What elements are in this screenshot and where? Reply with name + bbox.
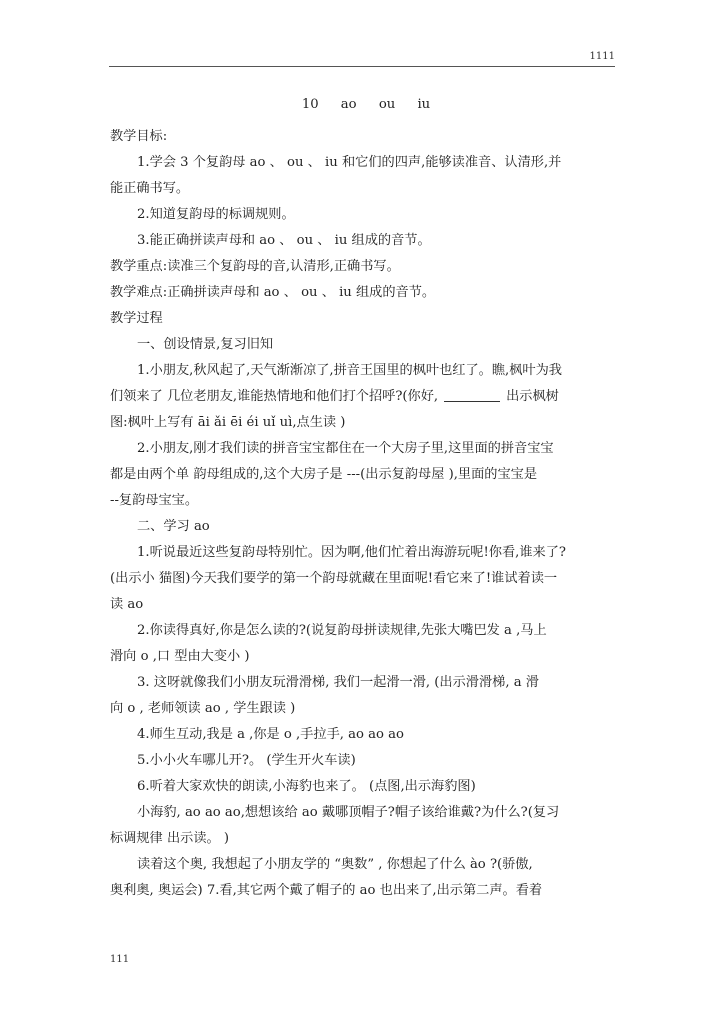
key-points: 教学重点:读准三个复韵母的音,认清形,正确书写。: [110, 259, 400, 274]
title-pinyin-ou: ou: [378, 97, 396, 112]
paragraph-2-8-cont: 奥利奥, 奥运会) 7.看,其它两个戴了帽子的 ao 也出来了,出示第二声。看着: [110, 883, 543, 898]
paragraph-1-1-end: 图:枫叶上写有 āi ǎi ēi éi uǐ uì,点生读 ): [110, 415, 346, 430]
paragraph-1-1-tail: 出示枫树: [506, 389, 559, 404]
paragraph-2-2-cont: 滑向 o ,口 型由大变小 ): [110, 649, 250, 664]
paragraph-2-6: 6.听着大家欢快的朗读,小海豹也来了。 (点图,出示海豹图): [137, 779, 476, 794]
paragraph-2-1-cont: (出示小 猫图)今天我们要学的第一个韵母就藏在里面呢!看它来了!谁试着读一: [110, 571, 558, 586]
process-heading: 教学过程: [110, 311, 163, 326]
paragraph-2-1-end: 读 ao: [110, 597, 144, 612]
difficult-points: 教学难点:正确拼读声母和 ao 、 ou 、 iu 组成的音节。: [110, 285, 436, 300]
objective-3: 3.能正确拼读声母和 ao 、 ou 、 iu 组成的音节。: [137, 233, 431, 248]
header-page-number: 1111: [589, 51, 615, 62]
objective-1-cont: 能正确书写。: [110, 181, 190, 196]
paragraph-1-2: 2.小朋友,刚才我们读的拼音宝宝都住在一个大房子里,这里面的拼音宝宝: [137, 441, 554, 456]
paragraph-2-1: 1.听说最近这些复韵母特别忙。因为啊,他们忙着出海游玩呢!你看,谁来了?: [137, 545, 566, 560]
paragraph-2-5: 5.小小火车哪儿开?。 (学生开火车读): [137, 753, 356, 768]
paragraph-2-3-cont: 向 o , 老师领读 ao , 学生跟读 ): [110, 701, 296, 716]
paragraph-2-7: 小海豹, ao ao ao,想想该给 ao 戴哪顶帽子?帽子该给谁戴?为什么?(复习: [137, 805, 560, 820]
lesson-title: [110, 94, 616, 116]
header-rule: [109, 66, 615, 67]
paragraph-1-2-cont: 都是由两个单 韵母组成的,这个大房子是 ---(出示复韵母屋 ),里面的宝宝是: [110, 467, 538, 482]
section-1-heading: 一、创设情景,复习旧知: [137, 337, 274, 352]
footer-page-number: 111: [110, 954, 130, 965]
paragraph-2-3: 3. 这呀就像我们小朋友玩滑滑梯, 我们一起滑一滑, (出示滑滑梯, a 滑: [137, 675, 539, 690]
title-pinyin-iu: iu: [417, 97, 431, 112]
paragraph-2-2: 2.你读得真好,你是怎么读的?(说复韵母拼读规律,先张大嘴巴发 a ,马上: [137, 623, 547, 638]
paragraph-1-1-cont: [110, 384, 616, 410]
paragraph-2-7-cont: 标调规律 出示读。 ): [110, 831, 230, 846]
paragraph-1-2-end: --复韵母宝宝。: [110, 493, 199, 508]
objective-1: 1.学会 3 个复韵母 ao 、 ou 、 iu 和它们的四声,能够读准音、认清形,并: [137, 155, 562, 170]
paragraph-1-1: 1.小朋友,秋风起了,天气渐渐凉了,拼音王国里的枫叶也红了。瞧,枫叶为我: [137, 363, 562, 378]
paragraph-1-1-text: 们领来了 几位老朋友,谁能热情地和他们打个招呼?(你好,: [110, 389, 439, 404]
paragraph-2-4: 4.师生互动,我是 a ,你是 o ,手拉手, ao ao ao: [137, 727, 404, 742]
section-2-heading: 二、学习 ao: [137, 519, 210, 534]
objectives-heading: 教学目标:: [110, 129, 168, 144]
fill-blank: [444, 387, 500, 402]
title-pinyin-ao: ao: [340, 97, 357, 112]
document-body: [110, 94, 616, 904]
paragraph-2-8: 读着这个奥, 我想起了小朋友学的 “奥数” , 你想起了什么 ào ?(骄傲,: [137, 857, 533, 872]
objective-2: 2.知道复韵母的标调规则。: [137, 207, 295, 222]
lesson-number: 10: [301, 97, 319, 112]
